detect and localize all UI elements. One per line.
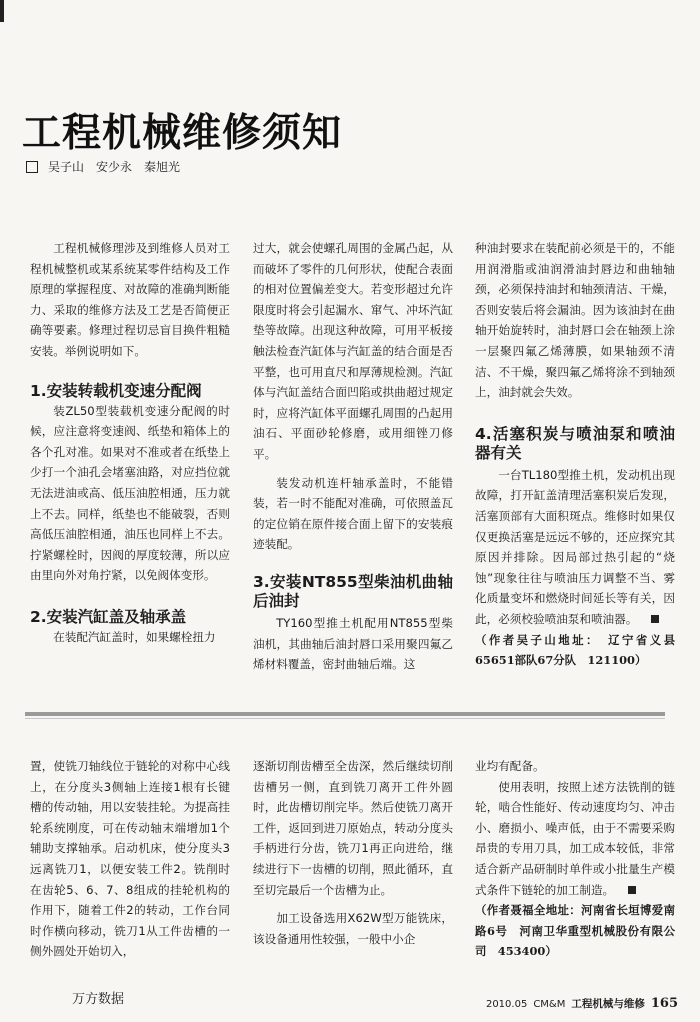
bottom-column-1 — [30, 756, 230, 962]
section-3-continued: 种油封要求在装配前必须是干的，不能用润滑脂或油润滑油封唇边和曲轴轴颈，必须保持油封和轴颈清洁、干燥，否则安装后将会漏油。因为该油封在曲轴开始旋转时，油封唇口会在轴颈上涂一层聚四氟乙烯薄膜，如果轴颈不清洁、不干燥，聚四氟乙烯将涂不到轴颈上，油封就会失效。 — [475, 241, 675, 400]
section-3-paragraph: TY160型推土机配用NT855型柴油机，其曲轴后油封唇口采用聚四氟乙烯材料覆盖，密封曲轴后端。这 — [253, 615, 453, 672]
page-corner-mark — [0, 0, 4, 22]
conclusion-text: 使用表明，按照上述方法铣削的链轮，啮合性能好、传动速度均匀、冲击小、磨损小、噪声低，由于不需要采购昂贵的专用刀具，加工成本较低，非常适合新产品研制时单件或小批量生产模式条件下链轮的加工制造。 — [475, 779, 675, 897]
article-title: 工程机械维修须知 — [22, 111, 343, 156]
milling-paragraph: 置，使铣刀轴线位于链轮的对称中心线上，在分度头3侧轴上连接1根有长键槽的传动轴，用以安装挂轮。为提高挂轮系统刚度，可在传动轴末端增加1个辅助支撑轴承。启动机床，使分度头3远离铣刀1，以便安装工件2。铣削时在齿轮5、6、7、8组成的挂轮机构的作用下，随着工件2的转动，工作台同时作横向移动，铣刀1从工件齿槽的一侧外圆处开始切入， — [30, 759, 230, 959]
journal-name: 工程机械与维修 — [571, 998, 645, 1010]
byline — [26, 158, 180, 175]
section-4-paragraph — [475, 465, 675, 630]
section-2-paragraph: 在装配汽缸盖时，如果螺栓扭力 — [53, 629, 216, 644]
journal-abbreviation: CM&M — [533, 999, 566, 1010]
issue-number: 2010.05 — [485, 999, 528, 1010]
bearing-cap-paragraph: 装发动机连杆轴承盖时，不能错装，若一时不能配对准确，可依照盖瓦的定位销在原件接合面上留下的安装痕迹装配。 — [253, 475, 453, 552]
section-1-paragraph: 装ZL50型装载机变速分配阀的时候，应注意将变速阀、纸垫和箱体上的各个孔对准。如果对不准或者在纸垫上少打一个油孔会堵塞油路，对应挡位就无法进油或高、低压油腔相通，压力就上不去。同样，纸垫也不能破裂，否则高低压油腔相通，油压也同样上不去。拧紧螺栓时，因阀的厚度较薄，所以应由里向外对角拧紧，以免阀体变形。 — [30, 403, 230, 583]
author-address-1: （作者吴子山地址： 辽宁省义县65651部队67分队 121100） — [475, 632, 675, 668]
page-number: 165 — [650, 996, 678, 1011]
bottom-column-3 — [475, 756, 675, 962]
milling-continued: 逐渐切削齿槽至全齿深，然后继续切削齿槽另一侧，直到铣刀离开工件外圆时，此齿槽切削完毕。然后使铣刀离开工件，返回到进刀原始点，转动分度头手柄进行分齿，铣刀1再正向进给，继续进行下一齿槽的切削，照此循环，直至切完最后一个齿槽为止。 — [253, 759, 453, 897]
author-address-2: （作者聂福全地址：河南省长垣博爱南路6号 河南卫华重型机械股份有限公司 453400） — [475, 903, 675, 959]
section-divider-line — [25, 718, 665, 719]
section-3-heading: 3.安装NT855型柴油机曲轴后油封 — [253, 572, 453, 610]
section-4-text: 一台TL180型推土机，发动机出现故障，打开缸盖清理活塞积炭后发现，活塞顶部有大面积斑点。维修时如果仅仅更换活塞是远远不够的，还应探究其原因并排除。因局部过热引起的“烧蚀”现象往往与喷油压力调整不当、雾化质量变坏和燃烧时间延长等有关，因此，必须校验喷油泵和喷油器。 — [475, 467, 675, 626]
authors: 吴子山 安少永 秦旭光 — [48, 160, 181, 174]
conclusion-paragraph — [475, 777, 675, 901]
bottom-column-2 — [253, 756, 453, 949]
section-1-heading: 1.安装转载机变速分配阀 — [30, 381, 202, 400]
end-mark-icon — [651, 615, 659, 623]
intro-paragraph: 工程机械修理涉及到维修人员对工程机械整机或某系统某零件结构及工作原理的掌握程度、对故障的准确判断能力、采取的维修方法及工艺是否简便正确等要素。修理过程切忌盲目换件粗糙安装。举例说明如下。 — [30, 241, 230, 358]
square-bullet-icon — [26, 161, 38, 173]
page-footer — [486, 996, 678, 1011]
top-column-3 — [475, 238, 675, 671]
section-2-continued: 过大，就会使螺孔周围的金属凸起，从而破坏了零件的几何形状，使配合表面的相对位置偏差变大。若变形超过允许限度时将会引起漏水、窜气、冲坏汽缸垫等故障。出现这种故障，可用平板接触法检查汽缸体与汽缸盖的结合面是否平整，也可用直尺和厚薄规检测。汽缸体与汽缸盖结合面凹陷或拱曲超过规定时，应将汽缸体平面螺孔周围的凸起用油石、平面砂轮修磨，或用细锉刀修平。 — [253, 241, 453, 461]
equipment-continued: 业均有配备。 — [475, 759, 545, 773]
section-2-heading: 2.安装汽缸盖及轴承盖 — [30, 607, 187, 626]
watermark: 万方数据 — [72, 992, 125, 1007]
end-mark-icon — [628, 886, 636, 894]
top-column-2 — [253, 238, 453, 675]
section-4-heading: 4.活塞积炭与喷油泵和喷油器有关 — [475, 424, 675, 462]
equipment-paragraph: 加工设备选用X62W型万能铣床，该设备通用性较强，一般中小企 — [253, 911, 453, 946]
top-column-1 — [30, 238, 230, 648]
section-divider — [25, 712, 665, 716]
